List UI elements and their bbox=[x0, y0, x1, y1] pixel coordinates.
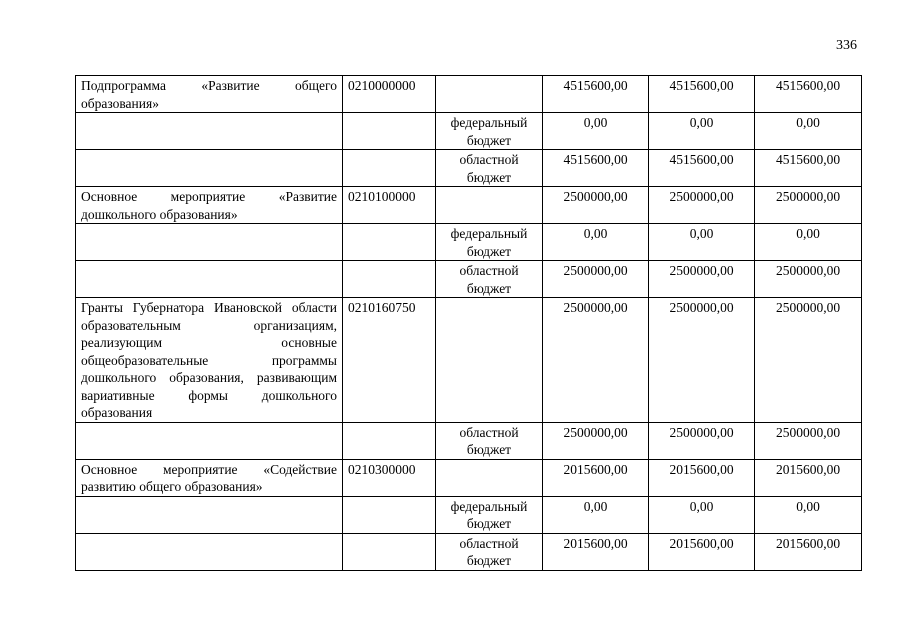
table-row bbox=[76, 496, 862, 533]
program-name-cell bbox=[76, 224, 343, 261]
code-cell bbox=[343, 533, 436, 570]
program-name-cell: Подпрограмма «Развитие общего образования» bbox=[76, 76, 343, 113]
code-cell bbox=[343, 496, 436, 533]
table-row bbox=[76, 224, 862, 261]
amount-cell-3: 2500000,00 bbox=[755, 261, 862, 298]
funding-source-cell: областной бюджет bbox=[436, 533, 543, 570]
amount-cell-3: 2500000,00 bbox=[755, 298, 862, 423]
amount-cell-3: 2015600,00 bbox=[755, 533, 862, 570]
code-cell bbox=[343, 113, 436, 150]
funding-source-cell: областной бюджет bbox=[436, 261, 543, 298]
table-row bbox=[76, 261, 862, 298]
amount-cell-3: 2015600,00 bbox=[755, 459, 862, 496]
amount-cell-2: 2500000,00 bbox=[649, 261, 755, 298]
amount-cell-1: 2500000,00 bbox=[543, 422, 649, 459]
amount-cell-2: 2500000,00 bbox=[649, 187, 755, 224]
funding-source-cell bbox=[436, 298, 543, 423]
code-cell bbox=[343, 150, 436, 187]
amount-cell-2: 0,00 bbox=[649, 496, 755, 533]
program-name-cell bbox=[76, 150, 343, 187]
table-row bbox=[76, 150, 862, 187]
amount-cell-3: 2500000,00 bbox=[755, 187, 862, 224]
table-row bbox=[76, 76, 862, 113]
amount-cell-1: 2015600,00 bbox=[543, 533, 649, 570]
amount-cell-1: 0,00 bbox=[543, 113, 649, 150]
amount-cell-1: 2500000,00 bbox=[543, 187, 649, 224]
funding-source-cell: федеральный бюджет bbox=[436, 113, 543, 150]
amount-cell-2: 4515600,00 bbox=[649, 76, 755, 113]
funding-source-cell bbox=[436, 459, 543, 496]
amount-cell-2: 0,00 bbox=[649, 224, 755, 261]
table-row bbox=[76, 459, 862, 496]
amount-cell-3: 0,00 bbox=[755, 224, 862, 261]
program-name-cell: Гранты Губернатора Ивановской области образовательным организациям, реализующим основные общеобразовательные программы дошкольного образования, развивающим вариативные формы дошкольного образования bbox=[76, 298, 343, 423]
amount-cell-2: 0,00 bbox=[649, 113, 755, 150]
amount-cell-1: 2500000,00 bbox=[543, 298, 649, 423]
code-cell bbox=[343, 422, 436, 459]
table-row bbox=[76, 533, 862, 570]
budget-table bbox=[75, 75, 862, 571]
page-number: 336 bbox=[836, 38, 857, 53]
funding-source-cell: областной бюджет bbox=[436, 150, 543, 187]
program-name-cell bbox=[76, 261, 343, 298]
funding-source-cell: федеральный бюджет bbox=[436, 224, 543, 261]
amount-cell-1: 0,00 bbox=[543, 496, 649, 533]
amount-cell-2: 2015600,00 bbox=[649, 533, 755, 570]
program-name-cell bbox=[76, 422, 343, 459]
table-row bbox=[76, 298, 862, 423]
program-name-cell: Основное мероприятие «Содействие развитию общего образования» bbox=[76, 459, 343, 496]
amount-cell-1: 2015600,00 bbox=[543, 459, 649, 496]
funding-source-cell: областной бюджет bbox=[436, 422, 543, 459]
funding-source-cell bbox=[436, 76, 543, 113]
amount-cell-3: 0,00 bbox=[755, 113, 862, 150]
table-row bbox=[76, 113, 862, 150]
amount-cell-1: 4515600,00 bbox=[543, 76, 649, 113]
amount-cell-1: 0,00 bbox=[543, 224, 649, 261]
funding-source-cell bbox=[436, 187, 543, 224]
code-cell: 0210000000 bbox=[343, 76, 436, 113]
program-name-cell: Основное мероприятие «Развитие дошкольного образования» bbox=[76, 187, 343, 224]
amount-cell-2: 2500000,00 bbox=[649, 298, 755, 423]
code-cell: 0210100000 bbox=[343, 187, 436, 224]
amount-cell-3: 2500000,00 bbox=[755, 422, 862, 459]
amount-cell-2: 2500000,00 bbox=[649, 422, 755, 459]
amount-cell-2: 4515600,00 bbox=[649, 150, 755, 187]
funding-source-cell: федеральный бюджет bbox=[436, 496, 543, 533]
program-name-cell bbox=[76, 533, 343, 570]
table-row bbox=[76, 422, 862, 459]
code-cell: 0210160750 bbox=[343, 298, 436, 423]
program-name-cell bbox=[76, 496, 343, 533]
amount-cell-1: 4515600,00 bbox=[543, 150, 649, 187]
program-name-cell bbox=[76, 113, 343, 150]
amount-cell-3: 4515600,00 bbox=[755, 150, 862, 187]
code-cell bbox=[343, 224, 436, 261]
table-row bbox=[76, 187, 862, 224]
amount-cell-3: 4515600,00 bbox=[755, 76, 862, 113]
code-cell bbox=[343, 261, 436, 298]
amount-cell-1: 2500000,00 bbox=[543, 261, 649, 298]
amount-cell-3: 0,00 bbox=[755, 496, 862, 533]
amount-cell-2: 2015600,00 bbox=[649, 459, 755, 496]
code-cell: 0210300000 bbox=[343, 459, 436, 496]
